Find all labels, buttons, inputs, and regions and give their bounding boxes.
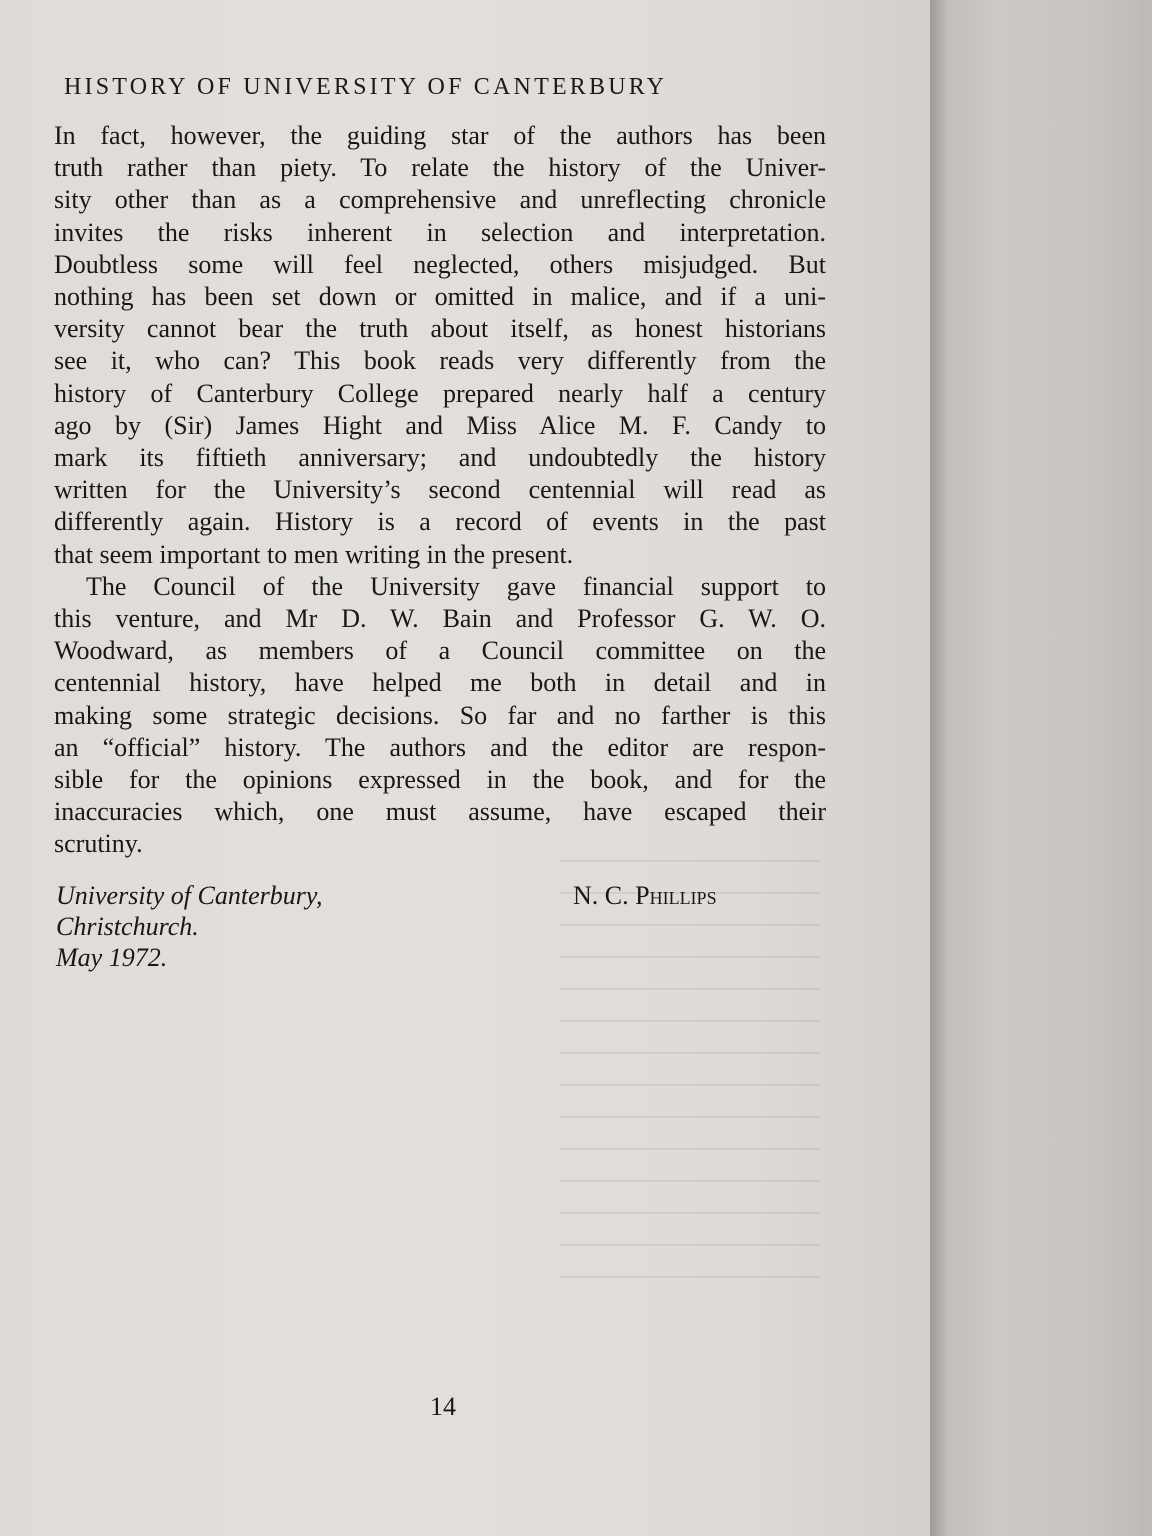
paragraph-2-line: inaccuracies which, one must assume, have escaped their [54, 797, 826, 827]
paragraph-1-line: differently again. History is a record of events in the past [54, 507, 826, 537]
paragraph-1-line: written for the University’s second centennial will read as [54, 475, 826, 505]
signoff-place-line-1: University of Canterbury, [56, 881, 323, 910]
paragraph-1-line: nothing has been set down or omitted in malice, and if a uni- [54, 282, 826, 312]
running-head: HISTORY OF UNIVERSITY OF CANTERBURY [64, 74, 668, 100]
paragraph-2-line: this venture, and Mr D. W. Bain and Professor G. W. O. [54, 604, 826, 634]
paragraph-1-line: history of Canterbury College prepared nearly half a century [54, 378, 826, 408]
signoff-date: May 1972. [56, 943, 168, 972]
paragraph-2-line: making some strategic decisions. So far and no farther is this [54, 700, 826, 730]
paragraph-1-line: that seem important to men writing in the present. [54, 539, 574, 569]
paragraph-2-line: centennial history, have helped me both in detail and in [54, 668, 826, 698]
paragraph-1-line: see it, who can? This book reads very differently from the [54, 346, 826, 376]
paragraph-1-line: Doubtless some will feel neglected, others misjudged. But [54, 249, 826, 279]
paragraph-1-line: truth rather than piety. To relate the history of the Univer- [54, 153, 826, 183]
book-gutter [930, 0, 1152, 1536]
paragraph-1-line: versity cannot bear the truth about itself, as honest historians [54, 314, 826, 344]
body-text [54, 120, 826, 861]
paragraph-1-line: In fact, however, the guiding star of the authors has been [54, 121, 826, 150]
paragraph-2-line: an “official” history. The authors and the editor are respon- [54, 732, 826, 762]
paragraph-1-line: invites the risks inherent in selection and interpretation. [54, 217, 826, 247]
paragraph-2-line: Woodward, as members of a Council committee on the [54, 636, 826, 666]
paragraph-1-line: ago by (Sir) James Hight and Miss Alice M. F. Candy to [54, 410, 826, 440]
page-number: 14 [430, 1392, 456, 1421]
signoff-place-line-2: Christchurch. [56, 912, 199, 941]
paragraph-2-line: The Council of the University gave financial support to [86, 571, 826, 601]
paragraph-1-line: sity other than as a comprehensive and unreflecting chronicle [54, 185, 826, 215]
paragraph-2-line: sible for the opinions expressed in the book, and for the [54, 765, 826, 795]
paragraph-2-line: scrutiny. [54, 829, 143, 859]
paragraph-1-line: mark its fiftieth anniversary; and undoubtedly the history [54, 443, 826, 473]
signoff-author [573, 880, 717, 911]
author-name: N. C. Phillips [573, 881, 717, 910]
